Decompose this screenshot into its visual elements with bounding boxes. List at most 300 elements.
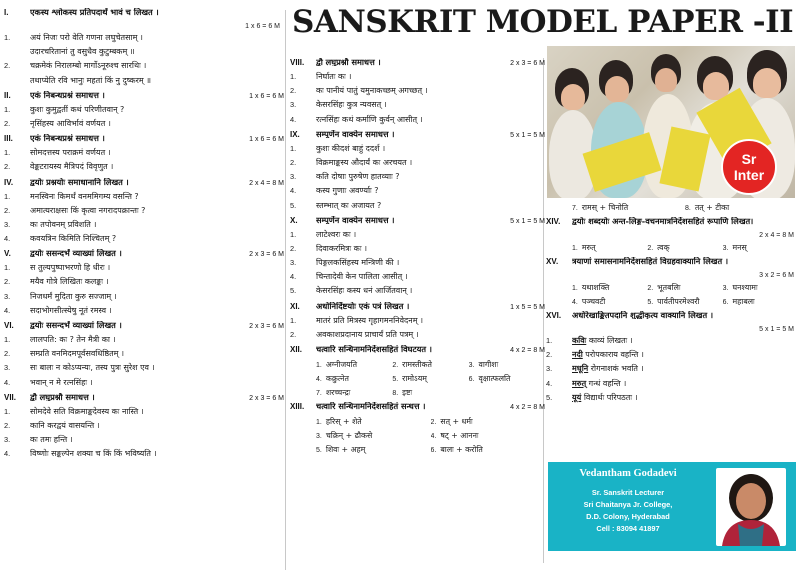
item-text: सत् + धर्मः — [440, 417, 473, 426]
question-number: 5. — [290, 286, 297, 296]
question-item — [546, 363, 798, 377]
question-number: 1. — [546, 336, 553, 345]
section-heading — [290, 130, 545, 143]
question-number: 4. — [4, 449, 11, 459]
question-text: भवान् न मे रत्नसिंहः । — [30, 377, 93, 387]
grid-item — [316, 429, 431, 443]
section-title: द्वयोः ससन्दर्भं व्याख्यां लिखत । — [30, 321, 122, 330]
item-text: रामस् + चिनोति — [581, 203, 629, 212]
question-text: कवयत्रिन किमिति निश्चितम् ? — [30, 234, 117, 244]
item-text: मरुत् — [581, 243, 596, 252]
question-text: चिन्तादेवी केन पालिता आसीत् । — [316, 272, 408, 282]
section-marks: 1 x 5 = 5 M — [510, 303, 545, 311]
question-section — [4, 8, 284, 89]
author-name: Vedantham Godadevi — [579, 468, 677, 479]
section-title: एकं निबन्धप्रश्नं समाधत्त । — [30, 134, 105, 143]
item-text: मनस् — [732, 243, 747, 252]
section-number: I. — [4, 8, 9, 17]
section-title: एकस्य श्लोकस्य प्रतिपदार्थं भावं च लिखत । — [30, 8, 159, 17]
section-marks: 5 x 1 = 5 M — [510, 131, 545, 139]
question-section — [290, 58, 545, 128]
section-number: XV. — [546, 257, 559, 266]
grid-item — [723, 295, 798, 309]
question-item — [4, 147, 284, 161]
question-item — [546, 392, 798, 406]
item-number: 3. — [722, 245, 729, 252]
section-number: XIV. — [546, 217, 561, 226]
section-title: द्वौ लघुप्रश्नौ समाधत्त । — [30, 392, 95, 401]
question-item — [4, 348, 284, 362]
question-number: 2. — [4, 205, 11, 215]
section-heading — [4, 8, 284, 21]
question-item — [4, 377, 284, 391]
question-section — [546, 217, 798, 255]
section-number: III. — [4, 134, 13, 144]
question-item — [4, 305, 284, 319]
item-number: 1. — [316, 362, 322, 369]
section-title: अधोनिर्दिष्टयोः एकं पत्रं लिखत । — [316, 301, 410, 310]
question-section — [546, 311, 798, 406]
section-number: II. — [4, 90, 11, 100]
section-heading — [290, 402, 545, 415]
item-text: चक्रिन् + ढौकसे — [325, 431, 373, 440]
question-number: 5. — [546, 392, 553, 402]
question-item — [4, 448, 284, 462]
question-item — [4, 104, 284, 118]
question-number: 1. — [290, 72, 297, 81]
question-section — [4, 91, 284, 132]
section-marks: 2 x 4 = 8 M — [759, 232, 794, 239]
question-item — [290, 271, 545, 285]
question-text: नृसिंहस्य आविर्भावं वर्णयत । — [30, 118, 111, 128]
column-middle — [290, 58, 545, 459]
item-number: 7. — [316, 390, 322, 397]
question-text: सः बालः न कोऽप्यन्यः, तस्य पुत्रः सुरेश एव । — [30, 363, 155, 373]
question-number: 3. — [4, 291, 11, 301]
question-number: 1. — [290, 143, 297, 153]
question-text: रत्नसिंहः कथं कर्माणि कुर्वन् आसीत् । — [316, 114, 423, 124]
question-text: दिवाकरमित्रः कः । — [316, 243, 368, 253]
question-text: कुशः कुमुद्वतीं कथं परिणीतवान् ? — [30, 104, 125, 114]
question-number: 2. — [4, 420, 11, 430]
grid-item — [647, 295, 722, 309]
question-text: चक्रमेकं निरालम्बो मार्गोऽनूरुश्च सारथिः । — [30, 61, 147, 71]
question-number: 4. — [290, 186, 297, 196]
question-item — [4, 262, 284, 276]
grid-item — [316, 372, 392, 386]
grid-item — [572, 281, 647, 295]
question-item — [290, 114, 545, 128]
grid-item — [431, 443, 546, 457]
section-number: XVI. — [546, 311, 562, 320]
item-text: बालः + करोति — [440, 445, 483, 454]
question-item — [290, 71, 545, 85]
question-number: 1. — [4, 263, 11, 273]
section-marks: 5 x 1 = 5 M — [510, 217, 545, 225]
question-number: 1. — [4, 104, 11, 114]
question-number: 4. — [4, 234, 11, 244]
grid-item — [316, 443, 431, 457]
section-marks: 2 x 3 = 6 M — [249, 323, 284, 330]
section-marks: 1 x 6 = 6 M — [245, 23, 280, 30]
item-grid-continued — [546, 201, 798, 215]
section-title: एकं निबन्धप्रश्नं समाधत्त । — [30, 90, 105, 99]
item-text: अग्नीजयति — [325, 360, 358, 369]
author-info-box — [548, 462, 796, 551]
question-item — [4, 334, 284, 348]
section-marks: 3 x 2 = 6 M — [759, 272, 794, 279]
question-number: 1. — [4, 335, 11, 344]
item-text: षट् + आननः — [440, 431, 479, 440]
section-number: XI. — [290, 301, 300, 311]
question-item — [4, 406, 284, 420]
question-number: 1. — [4, 191, 11, 201]
item-number: 2. — [430, 419, 437, 426]
question-text: पिङ्गलकसिंहस्य मन्त्रिणी की । — [316, 258, 400, 268]
question-number: 4. — [4, 377, 11, 387]
question-section — [290, 130, 545, 214]
section-heading — [290, 302, 545, 315]
question-number: 4. — [290, 272, 297, 282]
question-number: 2. — [290, 86, 297, 96]
question-text — [572, 392, 798, 404]
question-text: निजधर्मं मुदिता कुरु सज्जाम् । — [30, 291, 117, 301]
question-item — [4, 434, 284, 448]
question-item — [4, 205, 284, 219]
question-text: मातरं प्रति मित्रस्य गृहागमननिवेदनम् । — [316, 315, 424, 325]
section-marks: 2 x 3 = 6 M — [510, 60, 545, 67]
section-title: त्रयाणां समासनामनिर्देशसहितं विग्रहवाक्यानि लिखत । — [572, 257, 729, 266]
section-number: XII. — [290, 345, 303, 354]
grid-item — [685, 201, 798, 215]
question-item — [4, 276, 284, 290]
question-item — [290, 143, 545, 157]
item-number: 1. — [316, 419, 322, 426]
question-number: 1. — [4, 406, 11, 416]
question-text: अवकाशप्रदानाय प्राचार्यं प्रति पत्रम् । — [316, 329, 419, 339]
question-section — [290, 402, 545, 457]
section-heading — [290, 216, 545, 229]
item-text: पार्वतीपरमेश्वरौ — [657, 297, 700, 306]
grid-item — [647, 241, 722, 255]
question-text-continued: उदारचरितानां तु वसुधैव कुटुम्बकम् ॥ — [30, 47, 135, 57]
question-text: विष्णोः सङ्कल्पेन शक्या च किं किं भविष्यति । — [30, 449, 157, 459]
section-number: VI. — [4, 321, 14, 330]
item-grid — [290, 358, 545, 400]
question-section — [4, 393, 284, 463]
question-item — [546, 378, 798, 392]
item-text: शरच्चन्द्रः — [325, 388, 351, 397]
question-text: मयैव गोत्रे लिखितः कलङ्कः । — [30, 277, 109, 287]
grid-item — [431, 415, 546, 429]
section-number: XIII. — [290, 402, 305, 411]
question-section — [290, 302, 545, 343]
question-text — [572, 363, 798, 375]
grid-item — [647, 281, 722, 295]
section-heading — [290, 58, 545, 71]
question-number: 2. — [290, 157, 297, 167]
grid-item — [392, 386, 468, 400]
item-text: शिवः + अहम् — [325, 445, 366, 454]
question-text: निर्घातः कः । — [316, 72, 352, 81]
item-text: भूतबलिः — [657, 283, 681, 292]
section-marks: 4 x 2 = 8 M — [510, 347, 545, 354]
item-text: महाबलः — [732, 297, 755, 306]
section-title: चत्वारि सन्धिनामनिर्देशसहितं सन्धत्त । — [316, 402, 426, 411]
question-text: स्तम्भात् कः अजायत ? — [316, 200, 382, 210]
question-item — [4, 32, 284, 46]
question-text — [572, 335, 798, 347]
item-text: इष्टः — [402, 388, 413, 397]
section-marks: 2 x 4 = 8 M — [249, 179, 284, 187]
question-section — [4, 134, 284, 175]
item-number: 3. — [722, 285, 729, 292]
author-portrait — [716, 468, 786, 546]
question-number: 2. — [4, 118, 11, 128]
author-role: Sr. Sanskrit Lecturer — [591, 488, 665, 497]
grid-item — [392, 372, 468, 386]
question-item — [546, 349, 798, 363]
question-item — [290, 171, 545, 185]
item-text: रामोऽयम् — [402, 374, 427, 383]
underlined-word: यूयं — [572, 392, 582, 402]
question-text: लाटेश्वरः कः । — [316, 229, 357, 239]
question-number: 3. — [546, 364, 553, 374]
item-text: घनश्यामः — [732, 283, 758, 292]
section-heading — [4, 321, 284, 334]
question-text: वेङ्कटरायस्य मैत्रिपदं विवृणुत । — [30, 162, 114, 172]
item-number: 5. — [392, 376, 399, 383]
underlined-word: नदी — [572, 350, 583, 360]
question-item — [4, 233, 284, 247]
question-section — [290, 345, 545, 400]
item-number: 3. — [316, 433, 322, 440]
grid-item — [572, 241, 647, 255]
item-number: 8. — [685, 205, 691, 212]
question-section — [4, 321, 284, 391]
section-title: अधोरेखाङ्कितपदानि शुद्धीकृत्य वाक्यानि लिखत । — [572, 311, 714, 320]
question-text: कः पानीयं पातुं यमुनाकच्छम् अगच्छत् । — [316, 86, 428, 96]
item-number: 2. — [392, 362, 399, 369]
question-item — [290, 157, 545, 171]
question-item — [290, 99, 545, 113]
author-college: Sri Chaitanya Jr. College, — [583, 500, 673, 509]
grid-item — [316, 386, 392, 400]
section-heading — [4, 178, 284, 191]
question-text: कुशः कीदशं बाहुं ददर्श । — [316, 143, 386, 153]
author-cell: Cell : 83094 41897 — [596, 524, 660, 533]
question-number: 3. — [290, 258, 297, 268]
sentence-rest: विद्यार्थः परिपठतः । — [581, 392, 638, 402]
grid-item — [723, 241, 798, 255]
question-text-continued: तथाप्येति रवि भानुः महतां किं नु दुष्करम् ॥ — [30, 75, 151, 85]
grid-item — [723, 281, 798, 295]
question-text: अमात्यराक्षसः किं कृत्वा नगरादपक्रान्तः ? — [30, 205, 146, 215]
question-number: 3. — [290, 172, 297, 182]
underlined-word: मधूनि — [572, 364, 589, 374]
section-number: V. — [4, 249, 11, 259]
item-grid — [546, 281, 798, 309]
question-number: 1. — [4, 33, 11, 42]
question-item — [4, 420, 284, 434]
question-number: 1. — [290, 229, 297, 239]
question-section — [290, 216, 545, 300]
item-text: वृक्षात्फलति — [478, 374, 511, 383]
item-number: 4. — [316, 376, 322, 383]
item-number: 8. — [392, 390, 399, 397]
section-marks: 2 x 3 = 6 M — [249, 251, 284, 259]
question-text — [572, 349, 798, 361]
badge-line-1: Sr — [741, 151, 757, 167]
item-number: 4. — [430, 433, 437, 440]
grid-item — [316, 415, 431, 429]
section-title: द्वौ लघुप्रश्नौ समाधत्त । — [316, 58, 381, 67]
question-number: 3. — [290, 100, 297, 110]
question-number: 2. — [4, 277, 11, 287]
question-section — [4, 249, 284, 319]
section-heading — [4, 249, 284, 262]
question-number: 2. — [4, 162, 11, 172]
item-number: 6. — [722, 299, 729, 306]
section-heading — [4, 91, 284, 104]
underlined-word: मरुत् — [572, 378, 587, 388]
item-text: यथाशक्ति — [581, 283, 610, 292]
question-item — [4, 291, 284, 305]
section-marks: 1 x 6 = 6 M — [249, 92, 284, 100]
author-location: D.D. Colony, Hyderabad — [586, 512, 670, 521]
question-text: कः तपोवनम् प्रविशति । — [30, 219, 97, 229]
question-item — [4, 362, 284, 376]
question-number: 2. — [4, 349, 11, 359]
question-item — [546, 335, 798, 349]
section-number: IV. — [4, 177, 14, 187]
column-left — [4, 8, 284, 465]
section-title: द्वयोः प्रश्नयोः समाधानानि लिखत । — [30, 177, 129, 186]
question-number: 4. — [546, 378, 553, 388]
item-text: पञ्चवटी — [581, 297, 606, 306]
grid-item — [469, 372, 545, 386]
question-text: कः तमः हन्ति । — [30, 435, 73, 445]
question-number: 5. — [290, 200, 297, 210]
item-number: 5. — [647, 299, 654, 306]
section-number: VII. — [4, 392, 17, 402]
section-number: IX. — [290, 129, 300, 139]
question-item — [290, 200, 545, 214]
question-number: 1. — [290, 315, 297, 325]
item-number: 1. — [572, 285, 578, 292]
section-heading — [4, 134, 284, 147]
question-text: अयं निजः परो वेति गणना लघुचेतसाम् । — [30, 33, 143, 42]
sentence-rest: रोगनाशकं भवति । — [588, 364, 644, 374]
badge-line-2: Inter — [733, 167, 765, 183]
item-number: 2. — [647, 285, 654, 292]
question-item — [290, 315, 545, 329]
section-heading — [546, 311, 798, 324]
question-number: 3. — [4, 435, 11, 445]
item-number: 4. — [572, 299, 578, 306]
question-item — [4, 219, 284, 233]
question-text: लालपति: कः ? तेन मैत्री का । — [30, 335, 116, 344]
question-text: कानि करद्वयं वासयन्ति । — [30, 420, 100, 430]
question-text: सोमदत्तस्य पराक्रमं वर्णयत । — [30, 148, 111, 158]
question-item — [4, 161, 284, 175]
item-text: वागीशः — [478, 360, 499, 369]
grid-item — [572, 201, 685, 215]
item-number: 2. — [647, 245, 654, 252]
sr-inter-badge — [721, 139, 777, 195]
section-title: द्वयोः ससन्दर्भं व्याख्यां लिखत । — [30, 249, 122, 258]
question-text: सम्प्रति वनमिदमपूर्वसवधिष्ठितम् । — [30, 349, 125, 359]
item-text: रामस्तीकते — [402, 360, 432, 369]
item-grid — [290, 415, 545, 457]
sentence-rest: काव्यं लिखतः । — [586, 336, 633, 345]
item-number: 7. — [572, 205, 578, 212]
question-number: 2. — [290, 329, 297, 339]
section-marks: 5 x 1 = 5 M — [759, 326, 794, 333]
question-number: 4. — [4, 305, 11, 315]
item-grid — [546, 241, 798, 255]
item-text: कक्रुत्नेत — [325, 374, 349, 383]
question-text: सदाभोगसीत्स्येषु नूतं रमस्व । — [30, 305, 112, 315]
column-right — [546, 201, 798, 408]
grid-item — [572, 295, 647, 309]
section-heading — [546, 257, 798, 270]
question-section — [546, 257, 798, 309]
question-number: 2. — [290, 243, 297, 253]
section-title: सम्पूर्णेन वाक्येन समाधत्त । — [316, 129, 395, 138]
question-number: 2. — [546, 350, 553, 360]
grid-item — [469, 358, 545, 372]
question-text: विक्रमाङ्कस्य औदार्यं कः अरचयत । — [316, 157, 413, 167]
question-text: कति दोषाः पुरुषेण हातव्याः ? — [316, 172, 400, 182]
question-item — [4, 191, 284, 205]
section-title: चत्वारि सन्धिनामनिर्देशसहितं विघटयत । — [316, 345, 432, 354]
section-heading — [290, 345, 545, 358]
question-number: 3. — [4, 219, 11, 229]
sentence-rest: परोपकाराय वहन्ति । — [582, 350, 644, 360]
item-text: हरिस् + शेते — [325, 417, 362, 426]
question-text: केसरसिंहः कस्य धनं आर्जितवान् । — [316, 286, 413, 296]
question-number: 2. — [4, 61, 11, 71]
question-text: सोमदेवे सति विक्रमाङ्कदेवस्य कः नास्ति । — [30, 406, 144, 416]
question-text: मनस्विनः किमर्थं वनममिगम्य वसन्ति ? — [30, 191, 139, 201]
item-number: 3. — [468, 362, 475, 369]
section-number: X. — [290, 215, 298, 225]
column-divider — [285, 10, 286, 570]
section-title: सम्पूर्णेन वाक्येन समाधत्त । — [316, 215, 395, 224]
question-item — [290, 85, 545, 99]
question-section — [4, 178, 284, 248]
question-text: कस्य गुणाः अवर्ण्याः ? — [316, 186, 379, 196]
question-item — [4, 118, 284, 132]
section-marks: 4 x 2 = 8 M — [510, 404, 545, 411]
item-number: 5. — [316, 447, 322, 454]
question-number: 1. — [4, 148, 11, 158]
question-item — [290, 257, 545, 271]
question-number: 4. — [290, 114, 297, 124]
item-text: त्वक् — [657, 243, 670, 252]
question-item — [4, 60, 284, 74]
item-number: 1. — [572, 245, 578, 252]
question-text: केसरसिंहः कुत्र न्यवसत् । — [316, 100, 387, 110]
underlined-word: कविः — [572, 336, 587, 345]
item-number: 6. — [430, 447, 437, 454]
section-heading — [546, 217, 798, 230]
section-number: VIII. — [290, 58, 305, 67]
grid-item — [392, 358, 468, 372]
question-item — [290, 185, 545, 199]
item-text: तत् + टीका — [694, 203, 730, 212]
